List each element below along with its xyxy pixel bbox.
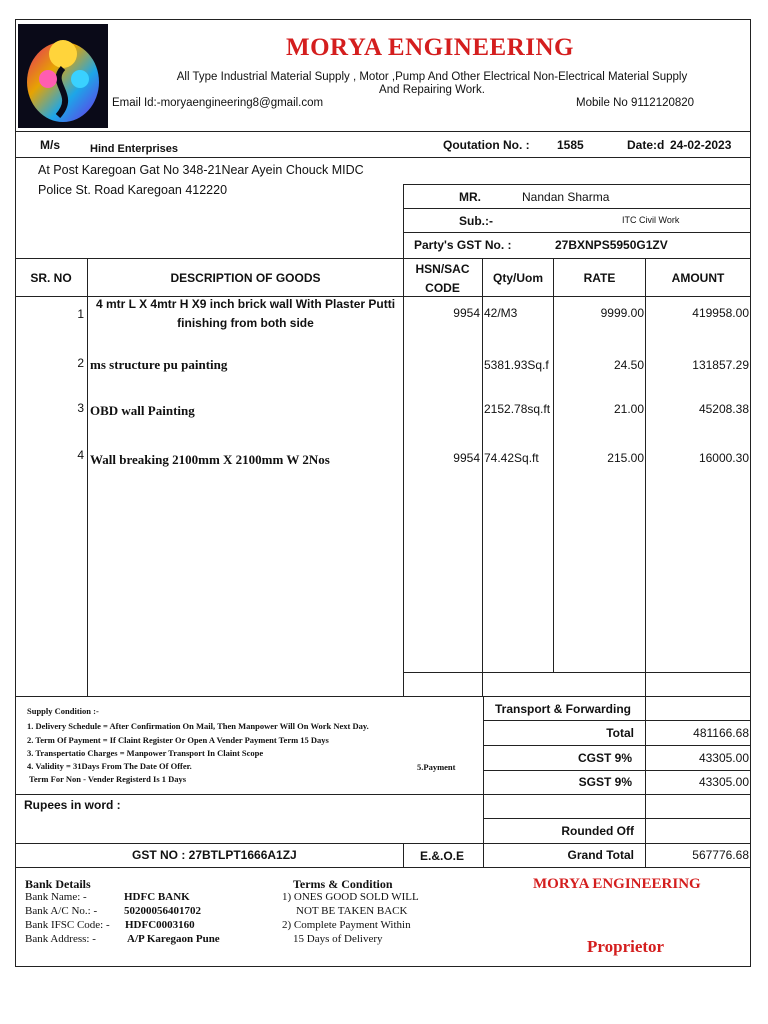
- table-row-1-qty: 42/M3: [484, 306, 518, 320]
- sub-label: Sub.:-: [459, 214, 493, 228]
- table-row-3-amount: 45208.38: [698, 402, 749, 416]
- party-gst-value: 27BXNPS5950G1ZV: [555, 238, 668, 252]
- bank-name: HDFC BANK: [124, 891, 190, 903]
- table-row-4-desc: Wall breaking 2100mm X 2100mm W 2Nos: [90, 452, 330, 467]
- tagline-line-2: And Repairing Work.: [379, 84, 485, 96]
- header-sr-no: SR. NO: [30, 271, 72, 285]
- date-label: Date:d: [627, 138, 665, 152]
- sgst-label: SGST 9%: [578, 775, 632, 789]
- header-description: DESCRIPTION OF GOODS: [170, 271, 321, 285]
- table-row-3-sr: 3: [77, 401, 84, 415]
- table-row-1-sr: 1: [77, 307, 84, 321]
- supply-condition-line-4: 4. Validity = 31Days From The Date Of Offer.: [27, 761, 192, 771]
- cgst-label: CGST 9%: [577, 751, 632, 765]
- supply-condition-line-2: 2. Term Of Payment = If Claint Register Or Open A Vender Payment Term 15 Days: [27, 735, 329, 745]
- table-row-4-amount: 16000.30: [698, 451, 749, 465]
- total-value: 481166.68: [693, 726, 749, 740]
- table-row-3-rate: 21.00: [613, 402, 644, 416]
- grand-total-value: 567776.68: [692, 848, 749, 862]
- terms-line-1b: NOT BE TAKEN BACK: [296, 905, 408, 917]
- grand-total-label: Grand Total: [567, 848, 634, 862]
- bank-ifsc-code: HDFC0003160: [125, 919, 195, 931]
- table-row-2-qty: 5381.93Sq.f: [484, 358, 549, 372]
- terms-line-2b: 15 Days of Delivery: [293, 933, 383, 945]
- supply-condition-line-1: 1. Delivery Schedule = After Confirmation On Mail, Then Manpower Will On Work Next Day.: [27, 721, 369, 731]
- quotation-date: 24-02-2023: [670, 138, 732, 152]
- table-row-1-amount: 419958.00: [692, 306, 749, 320]
- table-row-2-desc: ms structure pu painting: [90, 357, 228, 372]
- mr-name: Nandan Sharma: [522, 190, 610, 204]
- mr-label: MR.: [459, 190, 481, 204]
- table-row-4-sr: 4: [77, 448, 84, 462]
- party-gst-label: Party's GST No. :: [414, 238, 512, 252]
- table-row-2-rate: 24.50: [613, 358, 644, 372]
- table-row-3-desc: OBD wall Painting: [90, 403, 195, 418]
- terms-line-1: 1) ONES GOOD SOLD WILL: [282, 891, 419, 903]
- company-mobile: Mobile No 9112120820: [576, 97, 695, 109]
- company-email: Email Id:-moryaengineering8@gmail.com: [112, 97, 324, 109]
- proprietor-label: Proprietor: [587, 937, 665, 956]
- table-row-1-desc-line-1: 4 mtr L X 4mtr H X9 inch brick wall With Plaster Putti: [95, 297, 396, 311]
- table-row-1-desc-line-2: finishing from both side: [177, 316, 314, 330]
- transport-forwarding-label: Transport & Forwarding: [495, 702, 632, 716]
- terms-line-2: 2) Complete Payment Within: [282, 919, 411, 931]
- company-gst-number: GST NO : 27BTLPT1666A1ZJ: [132, 848, 297, 862]
- total-label: Total: [606, 726, 634, 740]
- customer-name: Hind Enterprises: [90, 143, 179, 155]
- table-row-2-sr: 2: [77, 356, 84, 370]
- table-row-4-rate: 215.00: [607, 451, 644, 465]
- rupees-in-word-label: Rupees in word :: [24, 798, 121, 812]
- table-row-1-hsn: 9954: [453, 306, 480, 320]
- header-qty: Qty/Uom: [492, 271, 543, 285]
- table-row-4-hsn: 9954: [453, 451, 480, 465]
- customer-address-line-2: Police St. Road Karegoan 412220: [38, 183, 228, 197]
- tagline-line-1: All Type Industrial Material Supply , Motor ,Pump And Other Electrical Non-Electrical Material Supply: [176, 71, 688, 83]
- ms-label: M/s: [40, 138, 61, 152]
- header-rate: RATE: [583, 271, 616, 285]
- table-row-1-rate: 9999.00: [600, 306, 644, 320]
- supply-condition-line-3: 3. Transpertatio Charges = Manpower Transport In Claint Scope: [27, 748, 264, 758]
- quotation-number: 1585: [557, 138, 584, 152]
- quotation-label: Qoutation No. :: [443, 138, 530, 152]
- document-frame: [15, 19, 751, 967]
- company-name: MORYA ENGINEERING: [286, 34, 574, 61]
- cgst-value: 43305.00: [698, 751, 749, 765]
- bank-ifsc-label: Bank IFSC Code: -: [25, 919, 110, 931]
- customer-address-line-1: At Post Karegoan Gat No 348-21Near Ayein Chouck MIDC: [38, 163, 364, 177]
- terms-title: Terms & Condition: [293, 877, 393, 891]
- bank-name-label: Bank Name: -: [25, 891, 87, 903]
- bank-account-label: Bank A/C No.: -: [25, 905, 98, 917]
- header-hsn-line-1: HSN/SAC: [415, 262, 470, 276]
- bank-address-label: Bank Address: -: [25, 933, 96, 945]
- supply-payment: 5.Payment: [417, 762, 456, 772]
- sub-value: ITC Civil Work: [622, 215, 680, 225]
- rounded-off-label: Rounded Off: [561, 824, 634, 838]
- supply-condition-line-5: Term For Non - Vender Registerd Is 1 Days: [29, 774, 187, 784]
- bank-address: A/P Karegaon Pune: [127, 933, 220, 945]
- eoe-label: E.&.O.E: [420, 849, 465, 863]
- signature-company-name: MORYA ENGINEERING: [533, 876, 701, 892]
- table-row-4-qty: 74.42Sq.ft: [484, 451, 539, 465]
- bank-details-title: Bank Details: [25, 877, 91, 891]
- header-amount: AMOUNT: [671, 271, 725, 285]
- table-row-3-qty: 2152.78sq.ft: [484, 402, 551, 416]
- table-row-2-amount: 131857.29: [692, 358, 749, 372]
- sgst-value: 43305.00: [698, 775, 749, 789]
- bank-account-number: 50200056401702: [124, 905, 201, 917]
- header-hsn-line-2: CODE: [425, 281, 460, 295]
- supply-condition-title: Supply Condition :-: [27, 706, 99, 716]
